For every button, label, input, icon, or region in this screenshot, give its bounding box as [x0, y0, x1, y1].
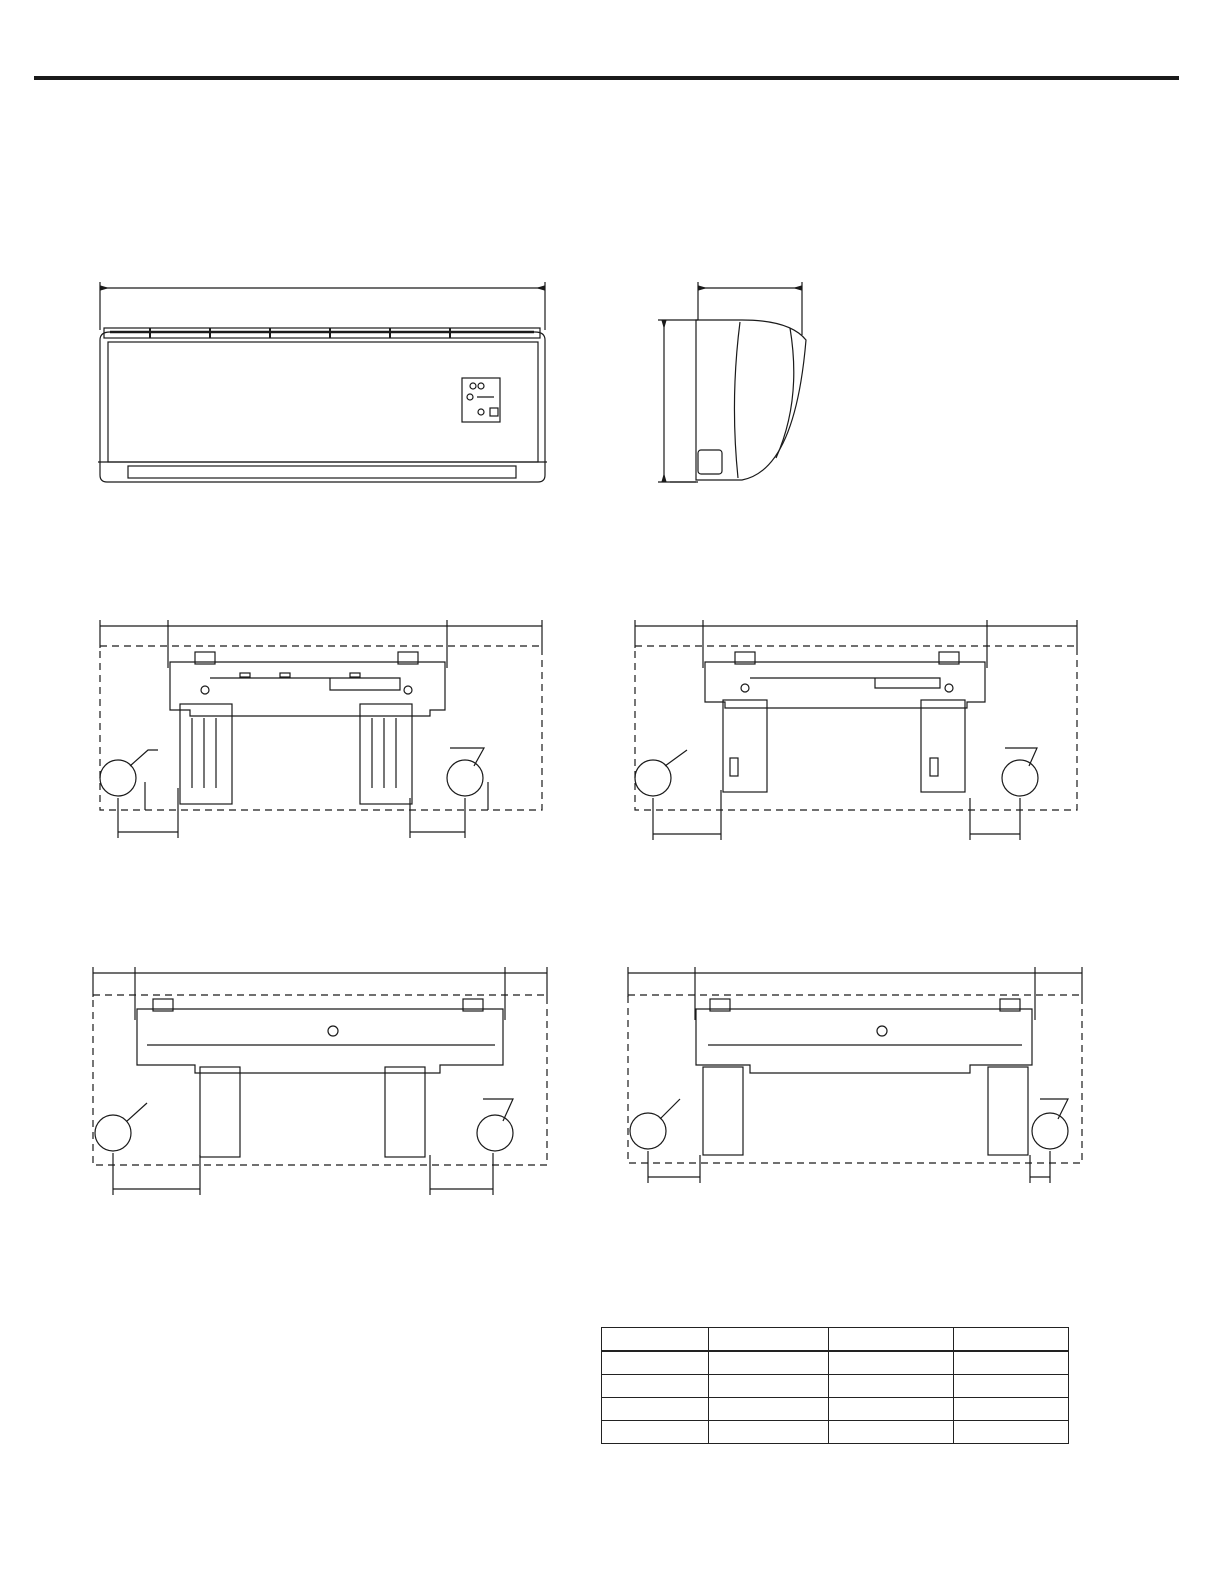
- table-cell: [954, 1421, 1069, 1444]
- table-cell: [602, 1351, 709, 1375]
- indoor-unit-side-view: [650, 280, 820, 500]
- table-cell: [829, 1421, 954, 1444]
- table-cell: [829, 1351, 954, 1375]
- table-cell: [709, 1398, 829, 1421]
- table-row: [602, 1421, 1069, 1444]
- dimension-table: [601, 1327, 1069, 1444]
- table-cell: [829, 1328, 954, 1352]
- table-header-row: [602, 1328, 1069, 1352]
- table-row: [602, 1398, 1069, 1421]
- table-cell: [709, 1328, 829, 1352]
- table-row: [602, 1375, 1069, 1398]
- indoor-unit-front-view: [90, 280, 560, 500]
- header-rule: [34, 76, 1179, 80]
- table-cell: [829, 1398, 954, 1421]
- table-cell: [602, 1375, 709, 1398]
- table-cell: [709, 1351, 829, 1375]
- mounting-plate-1: [90, 618, 560, 848]
- table-cell: [954, 1398, 1069, 1421]
- mounting-plate-4: [620, 965, 1100, 1195]
- table-cell: [602, 1328, 709, 1352]
- table-cell: [602, 1398, 709, 1421]
- table-cell: [954, 1351, 1069, 1375]
- table-cell: [954, 1328, 1069, 1352]
- table-cell: [709, 1421, 829, 1444]
- table-cell: [829, 1375, 954, 1398]
- table-cell: [602, 1421, 709, 1444]
- mounting-plate-3: [85, 965, 565, 1205]
- table-cell: [709, 1375, 829, 1398]
- table-cell: [954, 1375, 1069, 1398]
- mounting-plate-2: [625, 618, 1095, 848]
- table-row: [602, 1351, 1069, 1375]
